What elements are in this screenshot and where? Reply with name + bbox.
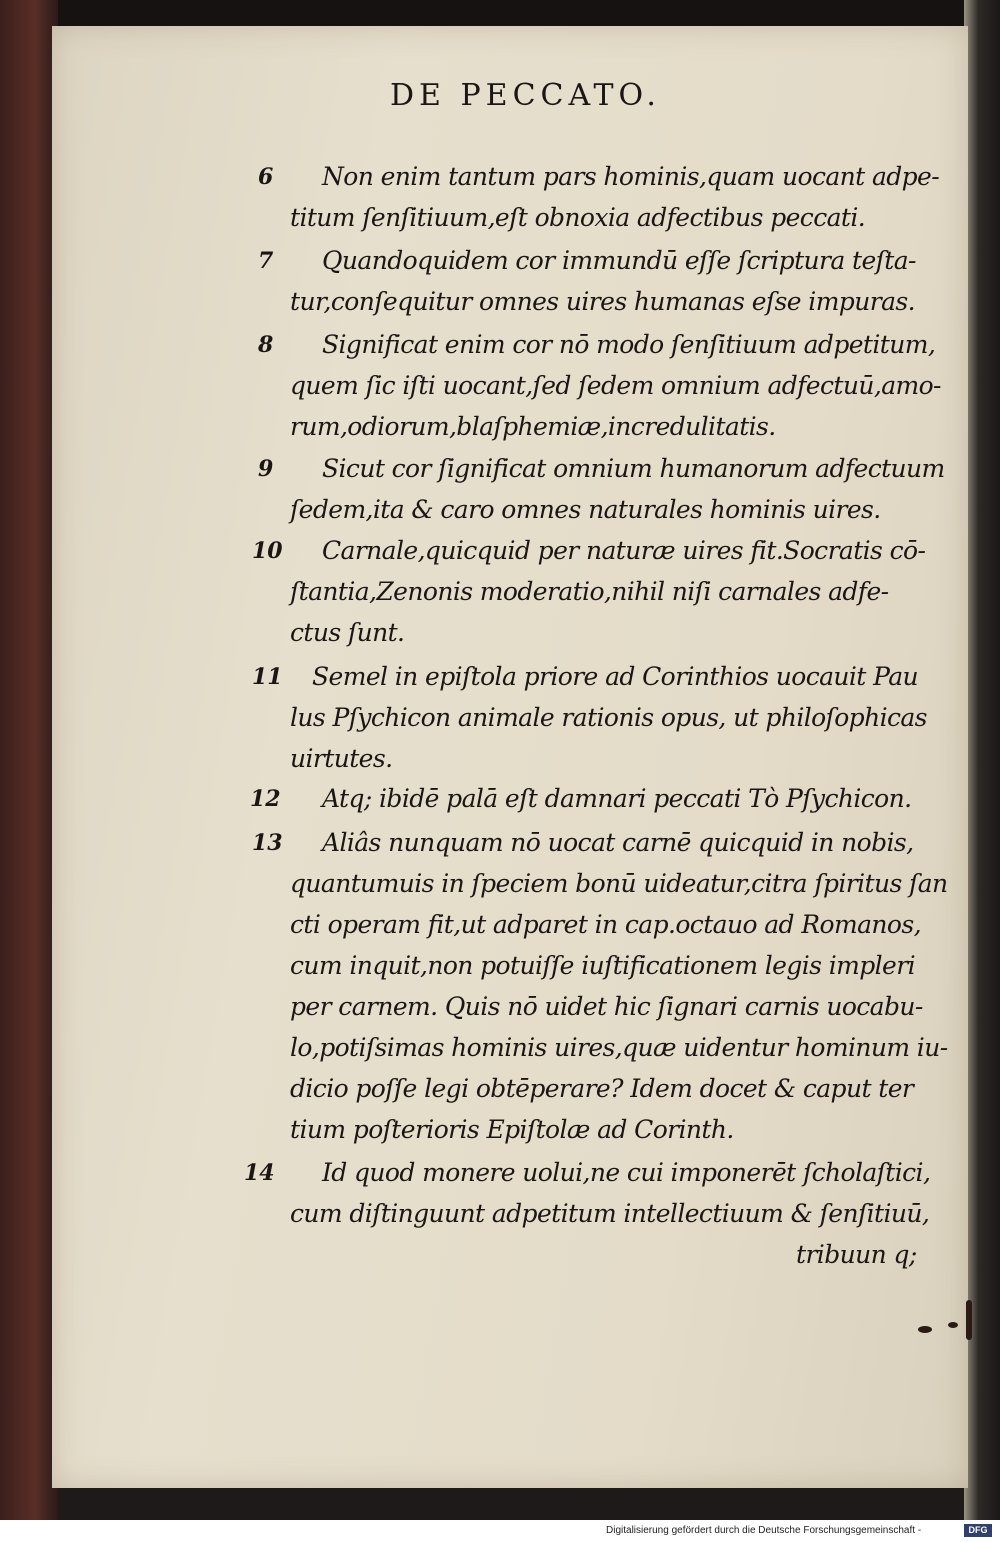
scan-top-edge (0, 0, 1000, 26)
text-line: tium poſterioris Epiſtolæ ad Corinth. (290, 1115, 734, 1144)
paragraph-number: 11 (252, 664, 283, 690)
text-line: lo,potiſsimas hominis uires,quæ uidentur hominum iu- (290, 1033, 948, 1062)
text-line: Non enim tantum pars hominis,quam uocant adpe- (322, 162, 940, 191)
text-line: tur,conſequitur omnes uires humanas eſse impuras. (290, 287, 915, 316)
text-line: Aliâs nunquam nō uocat carnē quicquid in nobis, (322, 828, 914, 857)
paragraph-number: 12 (250, 786, 281, 812)
text-line: cum diſtinguunt adpetitum intellectiuum & ſenſitiuū, (290, 1199, 930, 1228)
text-line: cum inquit,non potuiſſe iuſtificationem legis impleri (290, 951, 915, 980)
text-line: ſtantia,Zenonis moderatio,nihil niſi carnales adfe- (290, 577, 889, 606)
text-line: cti operam fit,ut adparet in cap.octauo ad Romanos, (290, 910, 921, 939)
text-line: ctus ſunt. (290, 618, 405, 647)
text-line: Carnale,quicquid per naturæ uires fit.Socratis cō- (322, 536, 926, 565)
paragraph-number: 7 (258, 248, 274, 274)
book-binding-edge (0, 0, 58, 1542)
ink-speck (918, 1326, 932, 1333)
text-line: Quandoquidem cor immundū eſſe ſcriptura teſta- (322, 246, 916, 275)
text-line: quem ſic iſti uocant,ſed ſedem omnium adfectuū,amo- (290, 371, 941, 400)
text-line: Id quod monere uolui,ne cui imponerēt ſcholaſtici, (322, 1158, 931, 1187)
paragraph-number: 14 (244, 1160, 275, 1186)
text-line: lus Pſychicon animale rationis opus, ut philoſophicas (290, 703, 927, 732)
ink-speck (948, 1322, 958, 1328)
running-head: DE PECCATO. (390, 78, 661, 113)
text-line: titum ſenſitiuum,eſt obnoxia adfectibus peccati. (290, 203, 866, 232)
paragraph-number: 6 (258, 164, 274, 190)
text-line: per carnem. Quis nō uidet hic ſignari carnis uocabu- (290, 992, 923, 1021)
text-line: Significat enim cor nō modo ſenſitiuum adpetitum, (322, 330, 936, 359)
text-line: Atq; ibidē palā eſt damnari peccati Tὸ Pſychicon. (322, 784, 912, 813)
paragraph-number: 9 (258, 456, 274, 482)
funding-note: Digitalisierung gefördert durch die Deutsche Forschungsgemeinschaft - (606, 1525, 922, 1536)
text-line: uirtutes. (290, 744, 393, 773)
text-line: dicio poſſe legi obtēperare? Idem docet & caput ter (290, 1074, 914, 1103)
text-line: quantumuis in ſpeciem bonū uideatur,citra ſpiritus ſan (290, 869, 948, 898)
paragraph-number: 13 (252, 830, 283, 856)
paragraph-number: 10 (252, 538, 283, 564)
catchword: tribuun q; (796, 1240, 917, 1269)
text-line: ſedem,ita & caro omnes naturales hominis uires. (290, 495, 881, 524)
text-line: Sicut cor ſignificat omnium humanorum adfectuum (322, 454, 945, 483)
text-line: Semel in epiſtola priore ad Corinthios uocauit Pau (312, 662, 918, 691)
paragraph-number: 8 (258, 332, 274, 358)
text-line: rum,odiorum,blaſphemiæ,incredulitatis. (290, 412, 776, 441)
ink-speck (966, 1300, 972, 1340)
dfg-logo: DFG (964, 1524, 992, 1537)
